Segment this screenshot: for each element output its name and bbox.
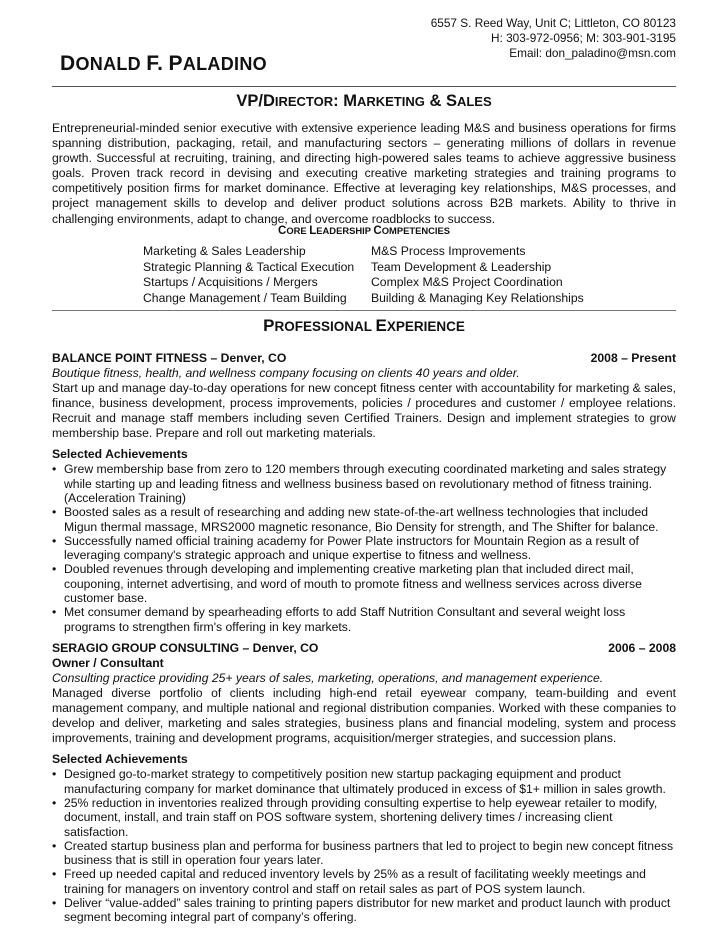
headline-title [0,92,728,111]
achievement-text: Doubled revenues through developing and implementing creative marketing plan that included direct mail, couponing, internet advertising, and word of mouth to promote fitness and wellness services across diverse customer base. [64,562,642,606]
title-fragment: ROFESSIONAL [274,319,376,334]
company-name: BALANCE POINT FITNESS – Denver, CO [52,351,287,365]
competency-item: Marketing & Sales Leadership [143,244,306,258]
experience-title [0,316,728,336]
title-fragment: E [375,316,387,335]
achievements-list [52,767,676,924]
competency-item: Startups / Acquisitions / Mergers [143,275,318,289]
contact-block [431,16,676,61]
job-entry-seragio [52,641,676,925]
title-fragment: XPERIENCE [386,319,465,334]
bullet-icon: • [52,505,57,520]
achievement-text: Deliver “value-added” sales training to printing papers distributor for new market and product launch with product segment becoming integral part of company’s offering. [64,896,671,925]
section-divider [52,310,676,311]
name-part: PALADINO [168,52,267,75]
achievement-text: 25% reduction in inventories realized through providing consulting expertise to help eyewear retailer to modify, document, install, and train staff on POS software system, shortening delivery times / increasing client satisfaction. [64,795,658,839]
job-header [52,351,676,366]
address-line: 6557 S. Reed Way, Unit C; Littleton, CO 80123 [430,16,676,30]
achievement-item [52,562,676,605]
title-fragment: & S [424,92,457,110]
competency-item: Complex M&S Project Coordination [371,275,563,289]
job-dates: 2006 – 2008 [608,641,676,655]
achievement-text: Freed up needed capital and reduced inventory levels by 25% as a result of facilitating weekly meetings and training for managers on inventory control and staff on retail sales as part of POS system launch. [64,867,646,896]
header-divider [52,86,676,87]
resume-header [52,8,676,84]
company-name: SERAGIO GROUP CONSULTING – Denver, CO [52,641,319,655]
title-fragment: : M [333,92,357,110]
achievement-text: Designed go-to-market strategy to competitively position new startup packaging equipment and product manufacturing company for market dominance that ultimately produced in excess of $1+ million in sales growth. [64,767,666,796]
title-fragment: ARKETING [356,94,425,109]
achievement-text: Boosted sales as a result of researching and adding new state-of-the-art wellness technologies that included Migun thermal massage, MRS2000 magnetic resonance, Bio Density for strength, and The Shifter for balance. [64,505,659,534]
achievement-text: Met consumer demand by spearheading efforts to add Staff Nutrition Consultant and several weight loss programs to strengthen firm's offering in key markets. [64,605,626,634]
competency-item: Change Management / Team Building [143,290,347,305]
bullet-icon: • [52,896,57,911]
title-fragment: ORE [286,225,310,236]
competency-item: Team Development & Leadership [371,259,552,274]
competency-item: Strategic Planning & Tactical Execution [143,259,355,274]
achievement-item [52,896,676,925]
job-entry-balance-point [52,351,676,634]
company-tagline: Boutique fitness, health, and wellness company focusing on clients 40 years and older. [52,366,520,380]
achievements-title: Selected Achievements [52,752,188,767]
achievement-text: Grew membership base from zero to 120 members through executing coordinated marketing and sales strategy while starting up and leading fitness and wellness business based on revolutionary method of fitness training. (Acceleration Training) [64,462,667,505]
bullet-icon: • [52,462,57,477]
job-header [52,641,676,656]
title-fragment: L [309,225,317,237]
core-competencies-title [0,225,728,237]
achievements-title: Selected Achievements [52,447,188,462]
job-role: Owner / Consultant [52,656,164,670]
achievement-text: Successfully named official training academy for Power Plate instructors for Mountain Region as a result of leveraging company's strategic approach and unique expertise to fitness and wellness. [64,533,639,563]
achievement-item [52,462,676,505]
achievement-item [52,767,676,796]
achievements-list [52,462,676,634]
achievement-item [52,796,676,839]
bullet-icon: • [52,838,57,853]
title-fragment: ALES [456,94,492,109]
title-fragment: P [263,316,275,335]
summary-paragraph: Entrepreneurial-minded senior executive with extensive experience leading M&S and business operations for firms spanning distribution, packaging, retail, and manufacturing sectors – generating millions of dollars in revenue growth. Successful at recruiting, training, and directing high-powered sales teams to achieve aggressive business goals. Proven track record in devising and executing creative marketing strategies and training programs to competitively position firms for market dominance. Effective at leveraging key relationships, M&S processes, and project management skills to develop and deliver product solutions across B2B markets. Ability to thrive in challenging environments, adapt to change, and overcome roadblocks to success. [52,121,676,226]
company-tagline: Consulting practice providing 25+ years of sales, marketing, operations, and management experience. [52,671,604,685]
title-fragment: IRECTOR [274,94,334,109]
achievement-item [52,505,676,534]
name-part: DONALD [60,52,147,75]
competency-item: M&S Process Improvements [371,244,526,258]
bullet-icon: • [52,867,57,882]
achievement-text: Created startup business plan and performa for business partners that led to project to begin new concept fitness business that is still in operation four years later. [64,838,674,868]
bullet-icon: • [52,605,57,620]
candidate-name [60,52,267,76]
competency-item: Building & Managing Key Relationships [371,290,584,305]
bullet-icon: • [52,533,57,548]
competencies-grid [143,244,613,306]
job-description: Managed diverse portfolio of clients including high-end retail eyewear company, team-building and event management company, and multiple national and regional distribution companies. Worked with these companies to develop and deliver, marketing and sales strategies, business plans and financial modeling, system and process improvements, training and development programs, acquisition/merger strategies, and succession plans. [52,686,676,746]
title-fragment: C [373,225,382,237]
bullet-icon: • [52,562,57,577]
phone-line: H: 303-972-0956; M: 303-901-3195 [491,31,676,45]
title-fragment: EADERSHIP [316,225,374,236]
title-fragment: C [278,225,287,237]
job-description: Start up and manage day-to-day operations for new concept fitness center with accountability for marketing & sales, finance, business development, process improvements, policies / procedures and customer / employee relations. Recruit and manage staff members including seven Certified Trainers. Design and implement strategies to grow membership base. Prepare and roll out marketing materials. [52,381,676,441]
achievement-item [52,605,676,634]
name-part: F. [146,52,164,75]
email-line: Email: don_paladino@msn.com [509,46,676,60]
bullet-icon: • [52,767,57,782]
achievement-item [52,867,676,896]
title-fragment: OMPETENCIES [381,225,450,236]
achievement-item [52,534,676,563]
achievement-item [52,839,676,868]
job-dates: 2008 – Present [590,351,676,365]
bullet-icon: • [52,795,57,810]
title-fragment: VP/D [236,92,275,110]
